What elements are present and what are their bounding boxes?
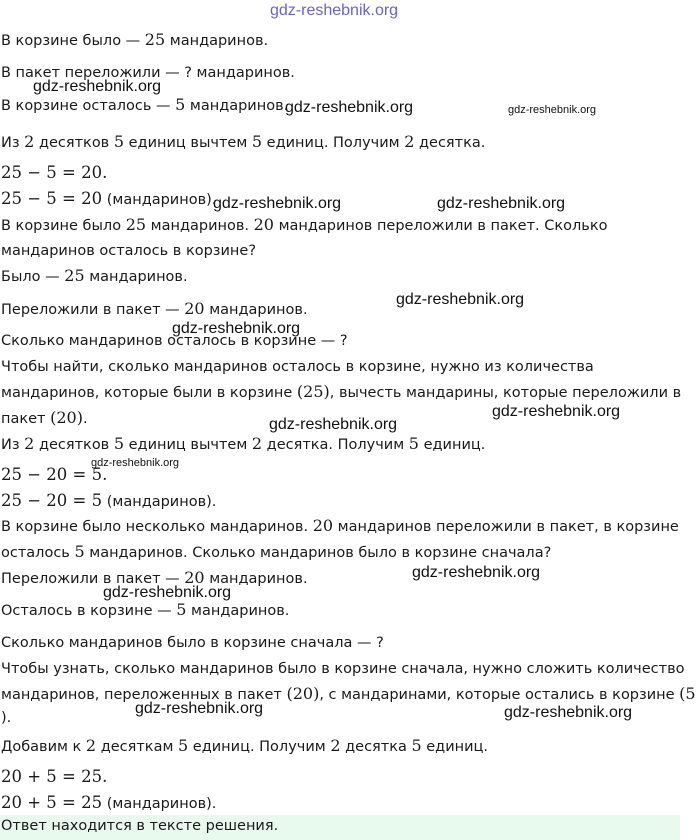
watermark: gdz-reshebnik.org xyxy=(285,99,414,116)
text-line: ). xyxy=(1,710,12,726)
equation-line: 20 + 5 = 25. xyxy=(1,767,108,786)
text-line: В корзине было несколько мандаринов. 20 мандаринов переложили в пакет, в корзине xyxy=(1,516,679,535)
equation-line: 25 − 20 = 5 (мандаринов). xyxy=(1,491,217,510)
text-line: осталось 5 мандаринов. Сколько мандаринов было в корзине сначала? xyxy=(1,542,552,561)
watermark: gdz-reshebnik.org xyxy=(135,700,264,717)
text-line: Сколько мандаринов было в корзине сначала — ? xyxy=(1,635,384,651)
text-line: В корзине осталось — 5 мандаринов. xyxy=(1,95,289,114)
watermark: gdz-reshebnik.org xyxy=(33,78,162,95)
equation-line: 25 − 20 = 5. xyxy=(1,465,108,484)
text-line: Добавим к 2 десяткам 5 единиц. Получим 2 десятка 5 единиц. xyxy=(1,736,489,755)
equation-line: 20 + 5 = 25 (мандаринов). xyxy=(1,793,217,812)
watermark-small: gdz-reshebnik.org xyxy=(508,104,597,116)
watermark: gdz-reshebnik.org xyxy=(172,320,301,337)
watermark-small: gdz-reshebnik.org xyxy=(91,457,180,469)
text-line: Было — 25 мандаринов. xyxy=(1,266,188,285)
text-line: мандаринов, переложенных в пакет (20), с мандаринами, которые остались в корзине (5 xyxy=(1,684,696,703)
watermark: gdz-reshebnik.org xyxy=(103,584,232,601)
text-line: Переложили в пакет — 20 мандаринов. xyxy=(1,299,308,318)
text-line: Из 2 десятков 5 единиц вычтем 5 единиц. Получим 2 десятка. xyxy=(1,132,486,151)
answer-text: Ответ находится в тексте решения. xyxy=(1,818,279,834)
watermark: gdz-reshebnik.org xyxy=(396,291,525,308)
text-line: Переложили в пакет — 20 мандаринов. xyxy=(1,568,308,587)
text-line: Осталось в корзине — 5 мандаринов. xyxy=(1,600,290,619)
watermark: gdz-reshebnik.org xyxy=(437,195,566,212)
watermark-top: gdz-reshebnik.org xyxy=(270,2,399,19)
text-line: В пакет переложили — ? мандаринов. xyxy=(1,65,295,81)
equation-line: 25 − 5 = 20 (мандаринов). xyxy=(1,189,217,208)
text-line: В корзине было 25 мандаринов. 20 мандаринов переложили в пакет. Сколько xyxy=(1,215,608,234)
text-line: Из 2 десятков 5 единиц вычтем 2 десятка. Получим 5 единиц. xyxy=(1,434,486,453)
equation-line: 25 − 5 = 20. xyxy=(1,163,108,182)
text-line: мандаринов осталось в корзине? xyxy=(1,243,257,259)
text-line: мандаринов, которые были в корзине (25), вычесть мандарины, которые переложили в xyxy=(1,382,682,401)
watermark: gdz-reshebnik.org xyxy=(213,195,342,212)
text-line: пакет (20). xyxy=(1,408,88,427)
watermark: gdz-reshebnik.org xyxy=(269,416,398,433)
watermark: gdz-reshebnik.org xyxy=(492,403,621,420)
text-line: Сколько мандаринов осталось в корзине — ? xyxy=(1,333,348,349)
text-line: В корзине было — 25 мандаринов. xyxy=(1,30,269,49)
answer-box xyxy=(0,815,680,840)
text-line: Чтобы узнать, сколько мандаринов было в корзине сначала, нужно сложить количество xyxy=(1,661,685,677)
text-line: Чтобы найти, сколько мандаринов осталось в корзине, нужно из количества xyxy=(1,359,594,375)
watermark: gdz-reshebnik.org xyxy=(412,564,541,581)
watermark: gdz-reshebnik.org xyxy=(504,704,633,721)
